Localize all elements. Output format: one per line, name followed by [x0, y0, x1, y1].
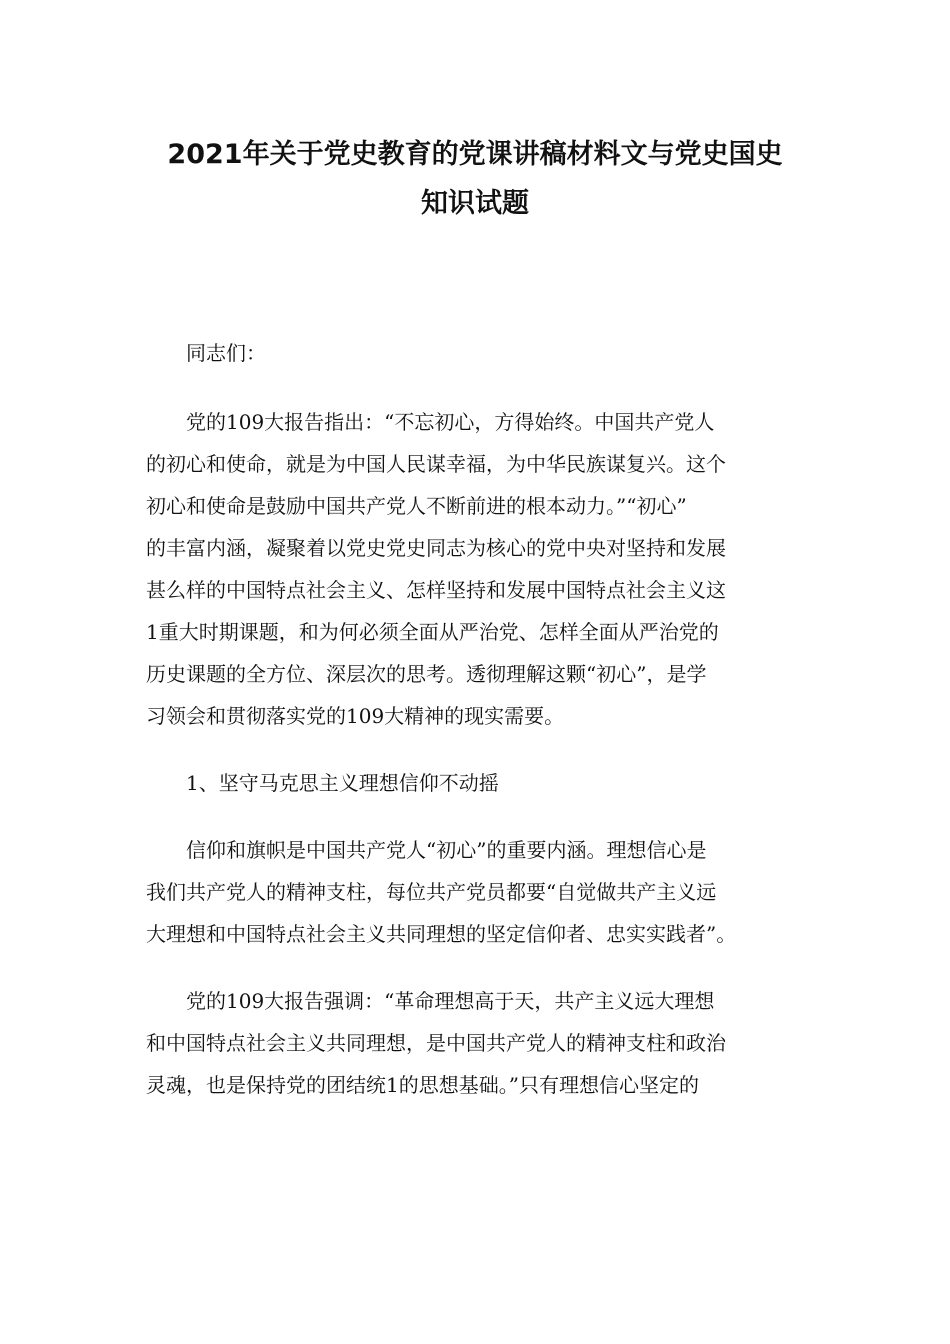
paragraph-2 — [146, 829, 802, 955]
document-title-line-2: 知识试题 — [421, 188, 529, 219]
paragraph-line: 甚么样的中国特点社会主义、怎样坚持和发展中国特点社会主义这 — [146, 578, 726, 602]
paragraph-line: 的初心和使命，就是为中国人民谋幸福，为中华民族谋复兴。这个 — [146, 452, 726, 476]
section-heading-text: 1、坚守马克思主义理想信仰不动摇 — [186, 771, 499, 795]
salutation: 同志们： — [186, 341, 266, 365]
paragraph-line: 初心和使命是鼓励中国共产党人不断前进的根本动力。”“初心” — [146, 494, 687, 518]
paragraph-line: 的丰富内涵，凝聚着以党史党史同志为核心的党中央对坚持和发展 — [146, 536, 726, 560]
paragraph-line: 党的109大报告指出：“不忘初心，方得始终。中国共产党人 — [186, 410, 715, 434]
paragraph-line: 信仰和旗帜是中国共产党人“初心”的重要内涵。理想信心是 — [186, 838, 707, 862]
paragraph-line: 历史课题的全方位、深层次的思考。透彻理解这颗“初心”，是学 — [146, 662, 707, 686]
paragraph-line: 1重大时期课题，和为何必须全面从严治党、怎样全面从严治党的 — [146, 620, 719, 644]
document-title-line-1: 2021年关于党史教育的党课讲稿材料文与党史国史 — [167, 139, 783, 170]
section-heading-1 — [146, 762, 802, 804]
paragraph-line: 和中国特点社会主义共同理想，是中国共产党人的精神支柱和政治 — [146, 1031, 726, 1055]
paragraph-line: 我们共产党人的精神支柱，每位共产党员都要“自觉做共产主义远 — [146, 880, 717, 904]
paragraph-3 — [146, 980, 802, 1106]
paragraph-1 — [146, 401, 802, 737]
paragraph-line: 党的109大报告强调：“革命理想高于天，共产主义远大理想 — [186, 989, 715, 1013]
document-body — [146, 332, 802, 1131]
paragraph-line: 灵魂，也是保持党的团结统1的思想基础。”只有理想信心坚定的 — [146, 1073, 699, 1097]
paragraph-line: 大理想和中国特点社会主义共同理想的坚定信仰者、忠实实践者”。 — [146, 922, 737, 946]
paragraph-line: 习领会和贯彻落实党的109大精神的现实需要。 — [146, 704, 565, 728]
